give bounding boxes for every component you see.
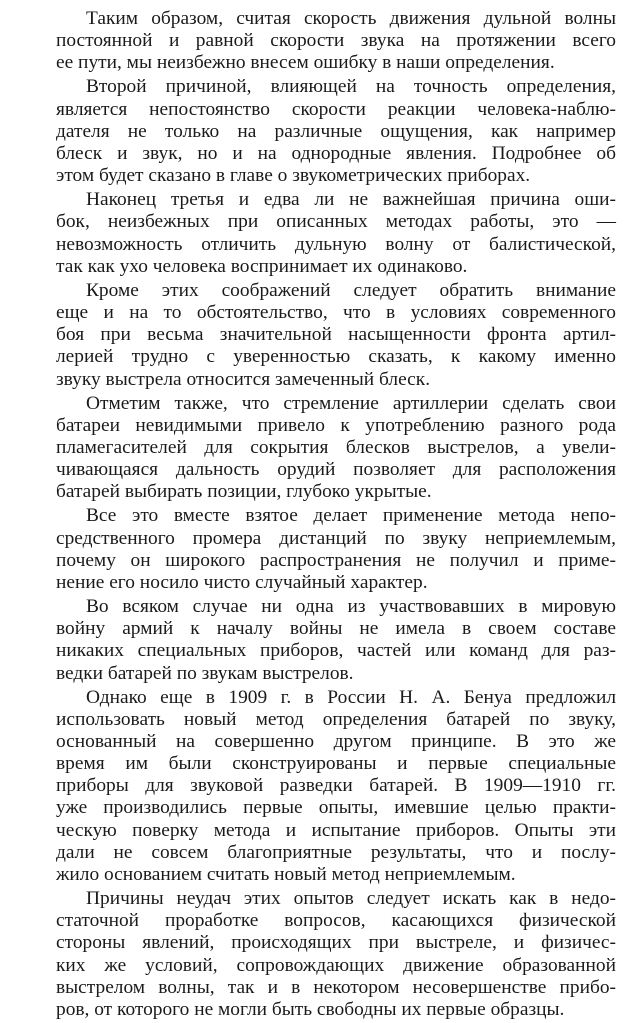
text-line: время им были сконструированы и первые специальные [56, 753, 616, 775]
paragraph-8 [26, 687, 616, 886]
text-line: основанный на совершенно другом принципе. В это же [56, 731, 616, 752]
document-page [26, 8, 616, 1023]
text-line: Во всяком случае ни одна из участвовавших в мировую [86, 596, 616, 618]
text-line: ческую поверку метода и испытание приборов. Опыты эти [56, 819, 616, 841]
text-line: Однако еще в 1909 г. в России Н. А. Бенуа предложил [86, 686, 616, 708]
text-line: постоянной и равной скорости звука на протяжении всего [56, 30, 616, 52]
text-line: ведки батарей по звукам выстрелов. [56, 662, 354, 684]
text-line: этом будет сказано в главе о звукометрических приборах. [56, 165, 531, 187]
text-line: блеск и звук, но и на однородные явления. Подробнее об [56, 142, 616, 164]
text-line: Отметим также, что стремление артиллерии сделать свои [86, 392, 616, 414]
paragraph-1 [26, 8, 616, 74]
text-line: жило основанием считать новый метод неприемлемым. [56, 863, 516, 885]
text-line: нение его носило чисто случайный характер. [56, 571, 428, 593]
text-line: звуку выстрела относится замеченный блеск. [56, 368, 431, 390]
paragraph-9 [26, 888, 616, 1021]
text-line: так как ухо человека воспринимает их одинаково. [56, 255, 468, 277]
text-line: пламегасителей для сокрытия блесков выстрелов, а увели- [56, 436, 616, 458]
text-line: дали не совсем благоприятные результаты, что и послу- [56, 841, 616, 863]
text-line: войну армий к началу войны не имела в своем составе [56, 618, 616, 640]
text-line: выстрелом волны, так и в некотором несовершенстве прибо- [56, 976, 616, 998]
text-line: дателя не только на различные ощущения, как например [56, 120, 616, 142]
text-line: статочной проработке вопросов, касающихся физической [56, 910, 616, 932]
paragraph-6 [26, 505, 616, 594]
text-line: Второй причиной, влияющей на точность определения, [86, 76, 616, 98]
text-line: ее пути, мы неизбежно внесем ошибку в наши определения. [56, 52, 555, 74]
text-line: стороны явлений, происходящих при выстреле, и физичес- [56, 932, 616, 954]
text-line: бок, неизбежных при описанных методах работы, это — [56, 211, 616, 233]
text-line: Наконец третья и едва ли не важнейшая причина оши- [86, 189, 616, 211]
text-line: ких же условий, сопровождающих движение образованной [56, 954, 616, 976]
text-line: использовать новый метод определения батарей по звуку, [56, 708, 616, 730]
text-line: боя при весьма значительной насыщенности фронта артил- [56, 324, 616, 346]
paragraph-3 [26, 189, 616, 278]
text-line: невозможность отличить дульную волну от балистической, [56, 233, 616, 255]
text-line: Кроме этих соображений следует обратить внимание [86, 279, 616, 301]
paragraph-7 [26, 596, 616, 685]
text-line: батарей выбирать позиции, глубоко укрытые. [56, 481, 432, 503]
text-line: чивающаяся дальность орудий позволяет для расположения [56, 459, 616, 481]
text-line: Причины неудач этих опытов следует искать как в недо- [86, 888, 616, 910]
paragraph-4 [26, 280, 616, 391]
text-line: является непостоянство скорости реакции человека-наблю- [56, 98, 616, 120]
text-line: Все это вместе взятое делает применение метода непо- [86, 505, 616, 527]
paragraph-5 [26, 393, 616, 504]
text-line: еще и на то обстоятельство, что в условиях современного [56, 302, 616, 324]
text-line: средственного промера дистанций по звуку неприемлемым, [56, 527, 616, 549]
paragraph-2 [26, 76, 616, 187]
text-line: никаких специальных приборов, частей или команд для раз- [56, 640, 616, 662]
text-line: уже производились первые опыты, имевшие целью практи- [56, 797, 616, 819]
text-line: ров, от которого не могли быть свободны их первые образцы. [56, 998, 565, 1020]
text-line: лерией трудно с уверенностью сказать, к какому именно [56, 346, 616, 368]
text-line: Таким образом, считая скорость движения дульной волны [86, 8, 616, 29]
text-line: батареи невидимыми привело к употреблению разного рода [56, 414, 616, 436]
text-line: приборы для звуковой разведки батарей. В 1909—1910 гг. [56, 775, 616, 797]
text-line: почему он широкого распространения не получил и приме- [56, 549, 616, 571]
